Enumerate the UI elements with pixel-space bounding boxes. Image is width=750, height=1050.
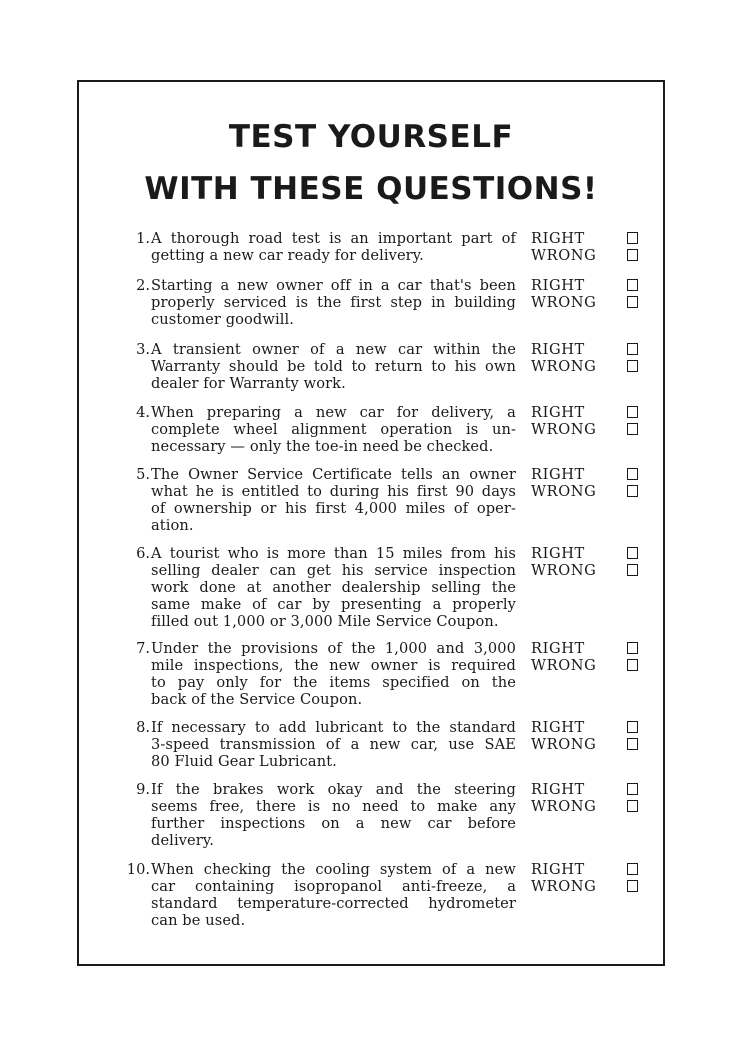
question-text-line: dealer for Warranty work. [151,375,346,392]
checkbox-wrong[interactable] [627,296,638,308]
answer-option-right [531,861,641,878]
question-number: 2. [136,277,150,294]
answer-options [531,277,641,311]
title-line-1: TEST YOURSELF [228,119,514,155]
answer-options [531,404,641,438]
question-text-line: delivery. [151,832,215,849]
answer-options [531,466,641,500]
checkbox-wrong[interactable] [627,880,638,892]
checkbox-right[interactable] [627,783,638,795]
question-number: 9. [136,781,150,798]
answer-label-right: RIGHT [531,230,585,247]
checkbox-right[interactable] [627,642,638,654]
question-text-line: Under the provisions of the 1,000 and 3,000 [151,640,516,657]
checkbox-right[interactable] [627,721,638,733]
checkbox-wrong[interactable] [627,659,638,671]
question-text [151,861,516,929]
question-text-line: filled out 1,000 or 3,000 Mile Service Coupon. [151,613,499,630]
title-line-2: WITH THESE QUESTIONS! [144,171,598,207]
question-text-line: what he is entitled to during his first 90 days [151,483,516,500]
question-text-line: seems free, there is no need to make any [151,798,516,815]
answer-label-wrong: WRONG [531,878,597,895]
quiz-frame [77,80,665,966]
answer-option-right [531,230,641,247]
answer-option-right [531,404,641,421]
checkbox-right[interactable] [627,863,638,875]
answer-label-wrong: WRONG [531,562,597,579]
answer-options [531,545,641,579]
answer-option-right [531,466,641,483]
question-text-line: A transient owner of a new car within the [151,341,516,358]
answer-option-right [531,341,641,358]
question-text [151,466,516,534]
answer-option-wrong [531,736,641,753]
question-text-line: 3-speed transmission of a new car, use SAE [151,736,516,753]
answer-options [531,230,641,264]
answer-option-wrong [531,562,641,579]
question-text-line: A tourist who is more than 15 miles from his [151,545,516,562]
question-text-line: of ownership or his first 4,000 miles of oper- [151,500,516,517]
answer-option-wrong [531,358,641,375]
question-text-line: car containing isopropanol anti-freeze, a [151,878,516,895]
question-text [151,341,516,392]
answer-label-right: RIGHT [531,341,585,358]
question-text-line: If the brakes work okay and the steering [151,781,516,798]
question-text-line: work done at another dealership selling the [151,579,516,596]
question-text-line: mile inspections, the new owner is required [151,657,516,674]
question-text [151,404,516,455]
checkbox-wrong[interactable] [627,564,638,576]
question-number: 3. [136,341,150,358]
answer-label-wrong: WRONG [531,736,597,753]
question-text-line: selling dealer can get his service inspection [151,562,516,579]
answer-option-right [531,277,641,294]
answer-label-wrong: WRONG [531,421,597,438]
question-text-line: same make of car by presenting a properly [151,596,516,613]
question-text [151,230,516,264]
question-number: 4. [136,404,150,421]
question-text-line: ation. [151,517,194,534]
question-text-line: A thorough road test is an important part of [151,230,516,247]
question-text [151,545,516,630]
answer-option-right [531,781,641,798]
question-text [151,719,516,770]
answer-option-wrong [531,483,641,500]
answer-label-wrong: WRONG [531,657,597,674]
answer-label-wrong: WRONG [531,247,597,264]
question-text-line: further inspections on a new car before [151,815,516,832]
question-text-line: When preparing a new car for delivery, a [151,404,516,421]
question-text-line: necessary — only the toe-in need be checked. [151,438,494,455]
answer-label-right: RIGHT [531,545,585,562]
question-text-line: standard temperature-corrected hydrometer [151,895,516,912]
answer-option-wrong [531,657,641,674]
answer-label-wrong: WRONG [531,358,597,375]
checkbox-right[interactable] [627,406,638,418]
answer-label-right: RIGHT [531,277,585,294]
answer-label-right: RIGHT [531,861,585,878]
question-text-line: customer goodwill. [151,311,294,328]
answer-options [531,719,641,753]
checkbox-right[interactable] [627,468,638,480]
answer-options [531,640,641,674]
question-number: 8. [136,719,150,736]
checkbox-wrong[interactable] [627,249,638,261]
answer-option-wrong [531,878,641,895]
question-text [151,640,516,708]
question-text-line: When checking the cooling system of a new [151,861,516,878]
checkbox-right[interactable] [627,343,638,355]
question-text-line: properly serviced is the first step in building [151,294,516,311]
answer-label-wrong: WRONG [531,294,597,311]
checkbox-wrong[interactable] [627,800,638,812]
question-number: 7. [136,640,150,657]
checkbox-right[interactable] [627,547,638,559]
answer-label-wrong: WRONG [531,483,597,500]
answer-options [531,861,641,895]
answer-option-right [531,640,641,657]
checkbox-wrong[interactable] [627,738,638,750]
answer-label-wrong: WRONG [531,798,597,815]
answer-label-right: RIGHT [531,404,585,421]
answer-options [531,781,641,815]
answer-option-wrong [531,798,641,815]
question-number: 10. [126,861,150,878]
question-text-line: If necessary to add lubricant to the standard [151,719,516,736]
answer-options [531,341,641,375]
question-number: 1. [136,230,150,247]
answer-label-right: RIGHT [531,781,585,798]
question-text-line: Warranty should be told to return to his own [151,358,516,375]
answer-option-wrong [531,421,641,438]
question-text-line: complete wheel alignment operation is un- [151,421,516,438]
answer-option-right [531,545,641,562]
checkbox-right[interactable] [627,279,638,291]
question-number: 5. [136,466,150,483]
question-text-line: can be used. [151,912,246,929]
answer-label-right: RIGHT [531,640,585,657]
question-text-line: 80 Fluid Gear Lubricant. [151,753,337,770]
question-text-line: getting a new car ready for delivery. [151,247,424,264]
checkbox-wrong[interactable] [627,485,638,497]
checkbox-right[interactable] [627,232,638,244]
answer-label-right: RIGHT [531,466,585,483]
question-text-line: The Owner Service Certificate tells an owner [151,466,516,483]
answer-option-wrong [531,247,641,264]
question-text [151,781,516,849]
question-number: 6. [136,545,150,562]
checkbox-wrong[interactable] [627,360,638,372]
checkbox-wrong[interactable] [627,423,638,435]
answer-label-right: RIGHT [531,719,585,736]
answer-option-wrong [531,294,641,311]
question-text-line: to pay only for the items specified on the [151,674,516,691]
answer-option-right [531,719,641,736]
question-text [151,277,516,328]
question-text-line: Starting a new owner off in a car that's been [151,277,516,294]
question-text-line: back of the Service Coupon. [151,691,363,708]
